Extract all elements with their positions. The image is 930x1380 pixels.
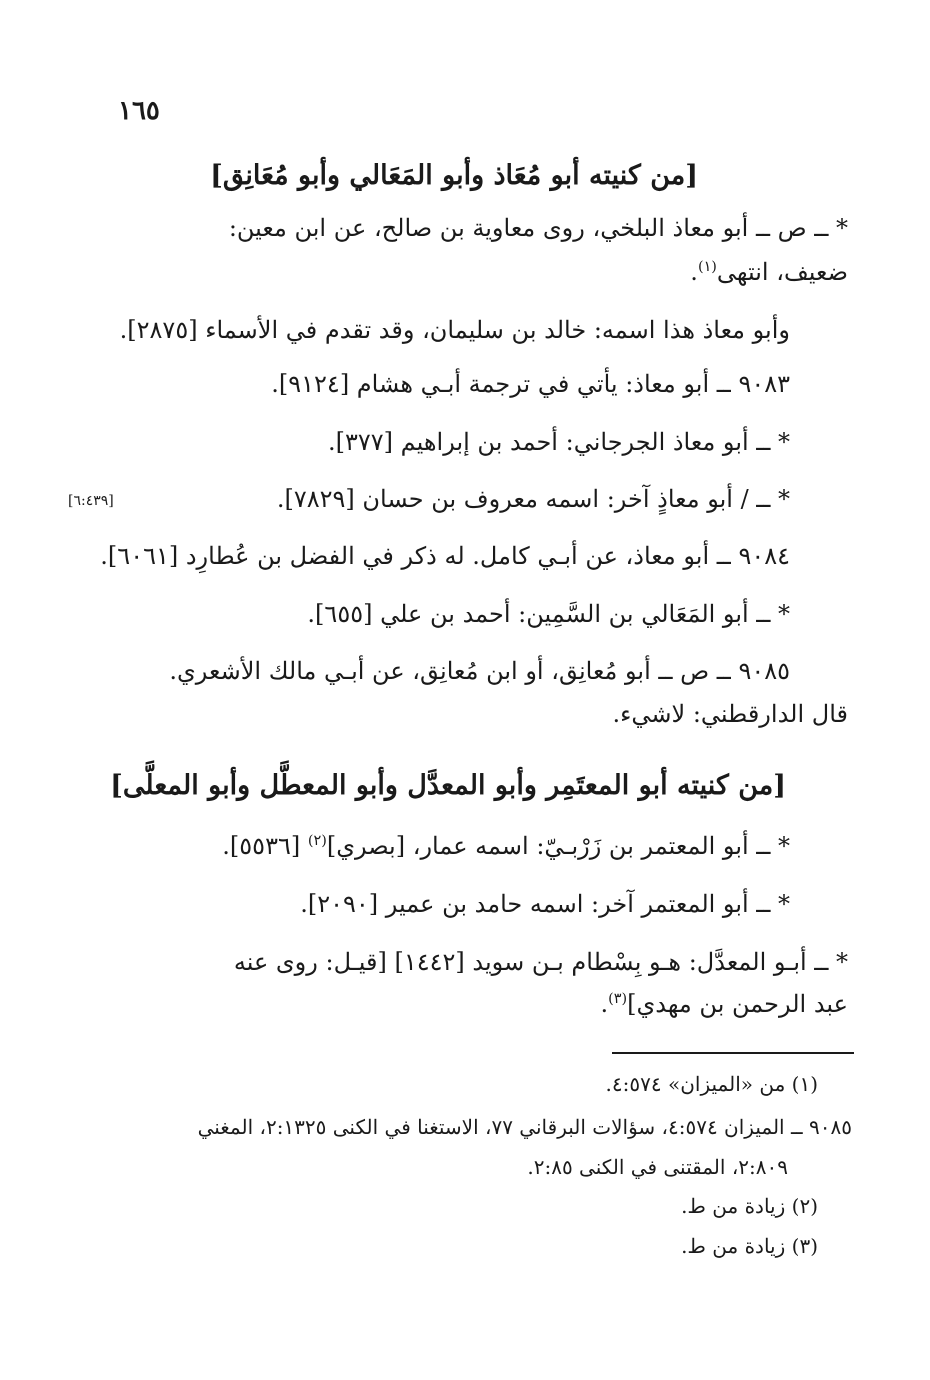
entry-abu-al-mutamir-akhar: * ــ أبو المعتمر آخر: اسمه حامد بن عمير [٢٠٩٠]. [300,890,790,918]
entry-abu-muadh-balkhi-line1: * ــ ص ــ أبو معاذ البلخي، روى معاوية بن صالح، عن ابن معين: [228,214,848,242]
entry-abu-muadh-khalid: وأبو معاذ هذا اسمه: خالد بن سليمان، وقد تقدم في الأسماء [٢٨٧٥]. [119,316,790,344]
entry-text: * ــ أبو المعتمر بن زَرْبـيّ: اسمه عمار، [بصري] [326,832,790,860]
section-heading-mutamir: [من كنيته أبو المعتَمِر وأبو المعدَّل وأبو المعطَّل وأبو المعلَّى] [110,770,786,801]
margin-page-note: [٦:٤٣٩] [68,493,114,509]
entry-9083: ٩٠٨٣ ــ أبو معاذ: يأتي في ترجمة أبـي هشام [٩١٢٤]. [271,370,790,398]
entry-9084: ٩٠٨٤ ــ أبو معاذ، عن أبـي كامل. له ذكر في الفضل بن عُطارِد [٦٠٦١]. [100,542,790,570]
entry-abu-muadh-balkhi-line2 [690,258,848,286]
entry-9085-line1: ٩٠٨٥ ــ ص ــ أبو مُعانِق، أو ابن مُعانِق، عن أبـي مالك الأشعري. [169,657,790,685]
footnote-sources-line1: ٩٠٨٥ ــ الميزان ٤:٥٧٤، سؤالات البرقاني ٧٧، الاستغنا في الكنى ٢:١٣٢٥، المغني [197,1115,852,1139]
entry-text-end: [٥٥٣٦]. [222,832,308,860]
entry-text-end: . [600,990,609,1018]
section-heading-muadh: [من كنيته أبو مُعَاذ وأبو المَعَالي وأبو مُعَانِق] [210,160,698,191]
entry-abu-muadh-akhar: * ــ / أبو معاذٍ آخر: اسمه معروف بن حسان [٧٨٢٩]. [276,485,790,513]
entry-abu-muadh-jurjani: * ــ أبو معاذ الجرجاني: أحمد بن إبراهيم [٣٧٧]. [328,428,790,456]
entry-text: عبد الرحمن بن مهدي] [627,990,848,1018]
footnote-1: (١) من «الميزان» ٤:٥٧٤. [605,1072,818,1096]
entry-text-end: . [690,258,698,286]
page-number: ١٦٥ [118,96,160,126]
footnote-2: (٢) زيادة من ط. [681,1194,818,1218]
footnote-divider [612,1052,854,1054]
entry-abu-al-muaddal-line1: * ــ أبـو المعدَّل: هـو بِسْطام بـن سويد [١٤٤٢] [قيـل: روى عنه [233,948,848,976]
entry-9085-line2: قال الدارقطني: لاشيء. [612,700,848,728]
entry-abu-al-muaddal-line2 [601,990,849,1018]
footnote-sources-line2: ٢:٨٠٩، المقتنى في الكنى ٢:٨٥. [527,1155,788,1179]
entry-text: ضعيف، انتهى [716,258,848,286]
footnote-marker-2: (٢) [307,833,327,849]
footnote-marker-3: (٣) [608,991,628,1007]
footnote-marker-1: (١) [697,259,717,275]
footnote-3: (٣) زيادة من ط. [681,1234,818,1258]
entry-abu-al-mutamir-zarbi [222,832,790,860]
entry-abu-al-maali: * ــ أبو المَعَالي بن السَّمِين: أحمد بن علي [٦٥٥]. [307,600,790,628]
